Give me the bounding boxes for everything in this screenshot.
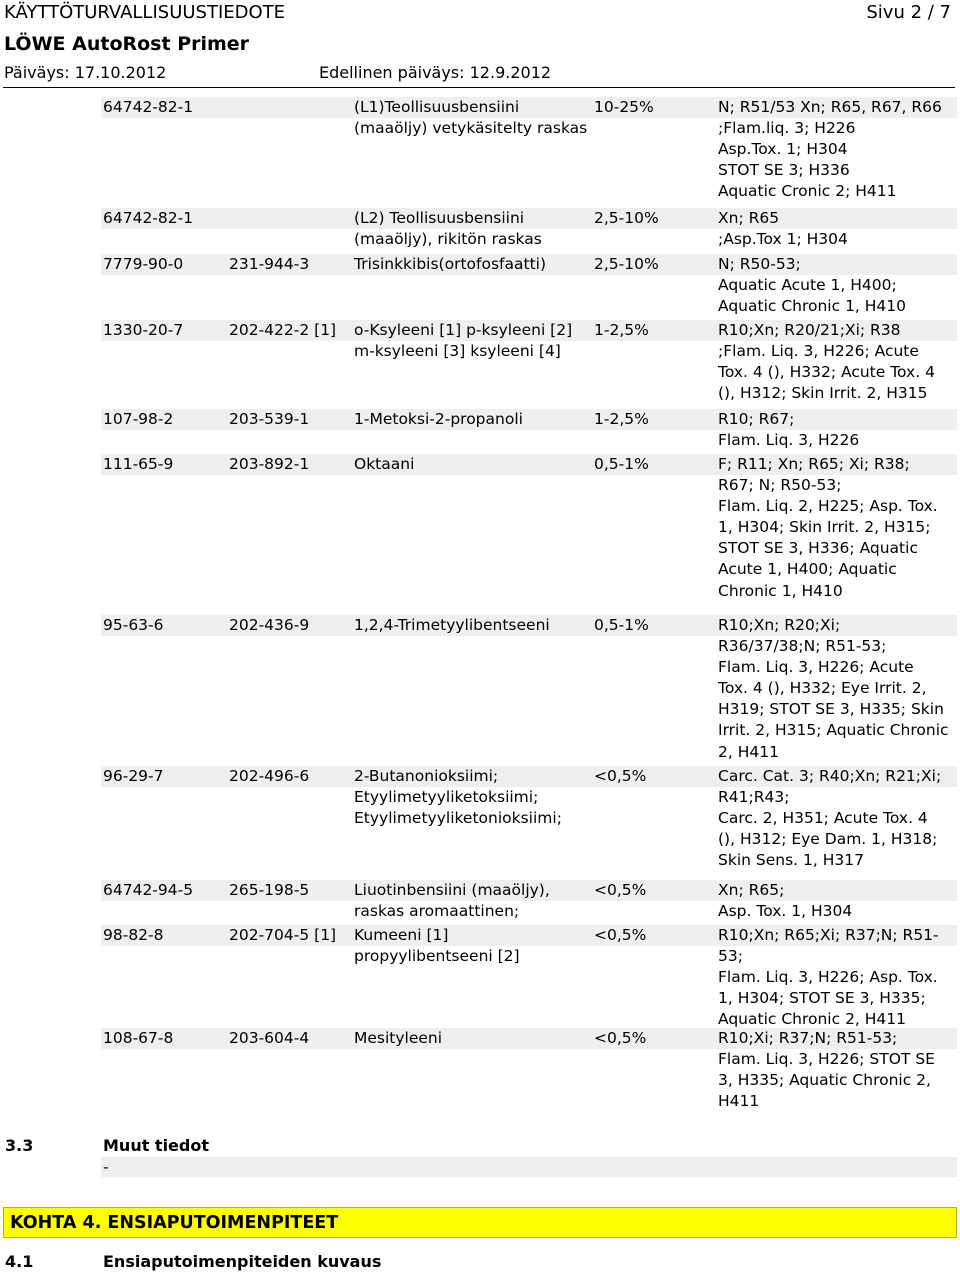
substance-name <box>354 880 590 922</box>
section-4-header <box>3 1207 957 1238</box>
classification-line: Xn; R65 <box>718 209 780 227</box>
classification-line: H319; STOT SE 3, H335; Skin <box>718 700 944 719</box>
classification-line: Irrit. 2, H315; Aquatic Chronic <box>718 721 949 740</box>
section-3-3-number: 3.3 <box>5 1136 34 1155</box>
section-3-3-title: Muut tiedot <box>103 1136 209 1155</box>
classification <box>718 925 956 1030</box>
substance-name-line: 2-Butanonioksiimi; <box>354 767 499 785</box>
cas-number: 1330-20-7 <box>103 321 184 339</box>
section-4-title: KOHTA 4. ENSIAPUTOIMENPITEET <box>10 1213 339 1233</box>
concentration: 1-2,5% <box>594 321 649 339</box>
concentration: <0,5% <box>594 767 647 785</box>
substance-name-line: o-Ksyleeni [1] p-ksyleeni [2] <box>354 321 573 339</box>
classification-line: 1, H304; Skin Irrit. 2, H315; <box>718 518 931 537</box>
date: Päiväys: 17.10.2012 <box>4 63 167 82</box>
section-4-1-number: 4.1 <box>5 1252 34 1271</box>
classification <box>718 880 956 922</box>
section-3-3-text: - <box>101 1157 957 1177</box>
classification-line: ;Asp.Tox 1; H304 <box>718 230 848 249</box>
previous-date: Edellinen päiväys: 12.9.2012 <box>319 63 552 82</box>
substance-name <box>354 925 590 967</box>
concentration: 2,5-10% <box>594 209 659 227</box>
cas-number: 64742-82-1 <box>103 209 194 227</box>
classification-line: R10;Xi; R37;N; R51-53; <box>718 1029 898 1047</box>
classification-line: Tox. 4 (), H332; Eye Irrit. 2, <box>718 679 927 698</box>
document-type: KÄYTTÖTURVALLISUUSTIEDOTE <box>4 2 286 23</box>
substance-name <box>354 254 590 275</box>
substance-name-line: 1-Metoksi-2-propanoli <box>354 410 523 428</box>
classification <box>718 615 956 763</box>
substance-name-line: Kumeeni [1] <box>354 926 449 944</box>
classification-line: ;Flam.liq. 3; H226 <box>718 119 856 138</box>
substance-name-line: 1,2,4-Trimetyylibentseeni <box>354 616 550 634</box>
classification-line: (), H312; Eye Dam. 1, H318; <box>718 830 938 849</box>
classification <box>718 1028 956 1112</box>
classification-line: Xn; R65; <box>718 881 785 899</box>
classification-line: Aquatic Acute 1, H400; <box>718 276 897 295</box>
cas-number: 111-65-9 <box>103 455 174 473</box>
classification <box>718 454 956 602</box>
classification-line: R36/37/38;N; R51-53; <box>718 637 887 656</box>
classification <box>718 766 956 871</box>
substance-name <box>354 208 590 250</box>
classification-line: STOT SE 3, H336; Aquatic <box>718 539 918 558</box>
concentration: <0,5% <box>594 1029 647 1047</box>
classification-line: R10; R67; <box>718 410 795 428</box>
substance-name-line: Mesityleeni <box>354 1029 443 1047</box>
ec-number: 203-539-1 <box>229 410 310 428</box>
classification <box>718 208 956 250</box>
classification <box>718 320 956 404</box>
concentration: <0,5% <box>594 881 647 899</box>
ec-number: 202-496-6 <box>229 767 310 785</box>
substance-name-line: (maaöljy) vetykäsitelty raskas <box>354 119 588 138</box>
ec-number: 203-604-4 <box>229 1029 310 1047</box>
classification-line: STOT SE 3; H336 <box>718 161 850 180</box>
cas-number: 64742-94-5 <box>103 881 194 899</box>
classification-line: 3, H335; Aquatic Chronic 2, <box>718 1071 931 1090</box>
substance-name-line: raskas aromaattinen; <box>354 902 520 921</box>
classification-line: Carc. Cat. 3; R40;Xn; R21;Xi; <box>718 767 942 785</box>
product-name: LÖWE AutoRost Primer <box>4 33 250 55</box>
cas-number: 7779-90-0 <box>103 255 184 273</box>
classification <box>718 409 956 451</box>
classification-line: R41;R43; <box>718 788 790 807</box>
classification-line: (), H312; Skin Irrit. 2, H315 <box>718 384 928 403</box>
concentration: 0,5-1% <box>594 455 649 473</box>
substance-name-line: (L1)Teollisuusbensiini <box>354 98 520 116</box>
classification-line: Flam. Liq. 3, H226; STOT SE <box>718 1050 935 1069</box>
concentration: 2,5-10% <box>594 255 659 273</box>
classification-line: N; R50-53; <box>718 255 801 273</box>
substance-name <box>354 320 590 362</box>
section-4-1-title: Ensiaputoimenpiteiden kuvaus <box>103 1252 382 1271</box>
substance-name <box>354 454 590 475</box>
ec-number: 231-944-3 <box>229 255 310 273</box>
classification <box>718 97 956 202</box>
classification-line: Aquatic Chronic 2, H411 <box>718 1010 907 1029</box>
classification <box>718 254 956 317</box>
header-divider <box>3 87 955 88</box>
substance-name <box>354 97 590 139</box>
classification-line: Aquatic Chronic 1, H410 <box>718 297 907 316</box>
classification-line: N; R51/53 Xn; R65, R67, R66 <box>718 98 942 116</box>
cas-number: 108-67-8 <box>103 1029 174 1047</box>
classification-line: Flam. Liq. 3, H226 <box>718 431 860 450</box>
substance-name-line: Oktaani <box>354 455 415 473</box>
substance-name-line: (maaöljy), rikitön raskas <box>354 230 542 249</box>
page-number: Sivu 2 / 7 <box>866 2 951 23</box>
classification-line: R10;Xn; R65;Xi; R37;N; R51- <box>718 926 939 944</box>
substance-name-line: m-ksyleeni [3] ksyleeni [4] <box>354 342 561 361</box>
ec-number: 203-892-1 <box>229 455 310 473</box>
classification-line: F; R11; Xn; R65; Xi; R38; <box>718 455 910 473</box>
substance-name-line: Trisinkkibis(ortofosfaatti) <box>354 255 546 273</box>
classification-line: 53; <box>718 947 743 966</box>
classification-line: ;Flam. Liq. 3, H226; Acute <box>718 342 919 361</box>
concentration: 0,5-1% <box>594 616 649 634</box>
classification-line: Flam. Liq. 3, H226; Asp. Tox. <box>718 968 938 987</box>
classification-line: H411 <box>718 1092 760 1111</box>
classification-line: Flam. Liq. 2, H225; Asp. Tox. <box>718 497 938 516</box>
classification-line: Acute 1, H400; Aquatic <box>718 560 897 579</box>
classification-line: Asp.Tox. 1; H304 <box>718 140 848 159</box>
concentration: <0,5% <box>594 926 647 944</box>
classification-line: Skin Sens. 1, H317 <box>718 851 864 870</box>
substance-name-line: Liuotinbensiini (maaöljy), <box>354 881 550 899</box>
cas-number: 98-82-8 <box>103 926 164 944</box>
substance-name <box>354 1028 590 1049</box>
substance-name-line: (L2) Teollisuusbensiini <box>354 209 525 227</box>
classification-line: Aquatic Cronic 2; H411 <box>718 182 897 201</box>
classification-line: Flam. Liq. 3, H226; Acute <box>718 658 914 677</box>
cas-number: 107-98-2 <box>103 410 174 428</box>
substance-name <box>354 615 590 636</box>
substance-name <box>354 766 590 829</box>
classification-line: Carc. 2, H351; Acute Tox. 4 <box>718 809 928 828</box>
cas-number: 96-29-7 <box>103 767 164 785</box>
classification-line: Asp. Tox. 1, H304 <box>718 902 853 921</box>
classification-line: R10;Xn; R20;Xi; <box>718 616 841 634</box>
substance-name-line: propyylibentseeni [2] <box>354 947 520 966</box>
substance-name-line: Etyylimetyyliketoksiimi; <box>354 788 539 807</box>
substance-name <box>354 409 590 430</box>
classification-line: Tox. 4 (), H332; Acute Tox. 4 <box>718 363 935 382</box>
ec-number: 202-704-5 [1] <box>229 926 337 944</box>
classification-line: R67; N; R50-53; <box>718 476 842 495</box>
ec-number: 202-422-2 [1] <box>229 321 337 339</box>
classification-line: 2, H411 <box>718 742 779 761</box>
concentration: 1-2,5% <box>594 410 649 428</box>
classification-line: R10;Xn; R20/21;Xi; R38 <box>718 321 901 339</box>
cas-number: 64742-82-1 <box>103 98 194 116</box>
ec-number: 265-198-5 <box>229 881 310 899</box>
classification-line: Chronic 1, H410 <box>718 581 843 600</box>
substance-name-line: Etyylimetyyliketonioksiimi; <box>354 809 562 828</box>
ec-number: 202-436-9 <box>229 616 310 634</box>
classification-line: 1, H304; STOT SE 3, H335; <box>718 989 926 1008</box>
cas-number: 95-63-6 <box>103 616 164 634</box>
concentration: 10-25% <box>594 98 654 116</box>
